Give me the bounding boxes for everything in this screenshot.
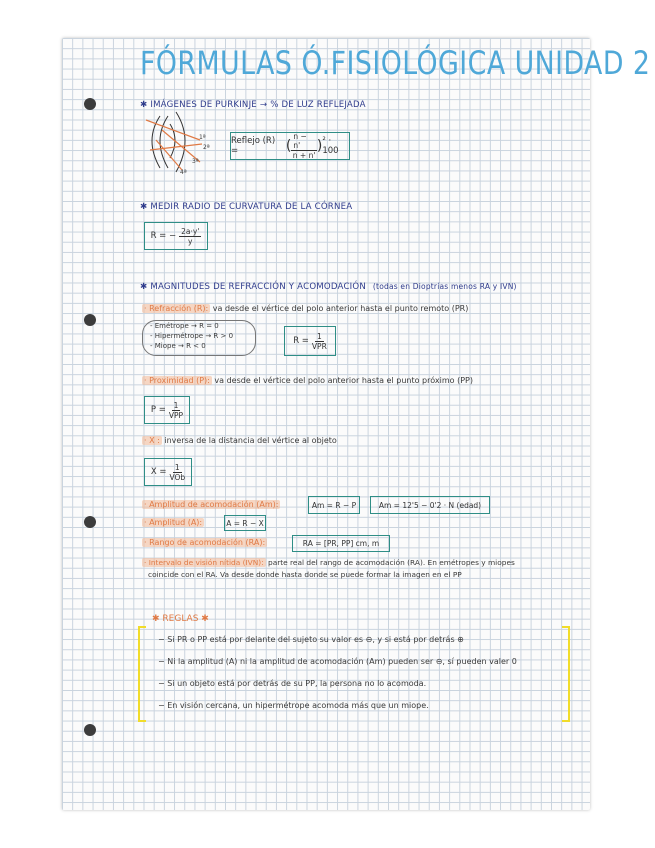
binder-hole xyxy=(84,98,96,110)
reglas-right-bracket xyxy=(562,626,570,722)
proximidad-numerator: 1 xyxy=(173,400,179,410)
purkinje-label-3: 3ª xyxy=(192,158,199,165)
refraccion-case-hipermetrope: - Hipermétrope → R > 0 xyxy=(150,332,234,340)
intervalo-row xyxy=(142,558,515,567)
refraccion-formula-box xyxy=(284,326,336,356)
radio-formula-box xyxy=(144,222,208,250)
x-label: · X : xyxy=(144,436,160,445)
binder-hole xyxy=(84,516,96,528)
x-formula-box xyxy=(144,458,192,486)
amplitud-acomodacion-label-wrap xyxy=(142,500,280,509)
proximidad-formula-box xyxy=(144,396,190,424)
refraccion-row xyxy=(142,304,468,313)
radio-fraction xyxy=(179,227,201,246)
refraccion-label: · Refracción (R): xyxy=(144,304,209,313)
reflejo-formula-prefix: Reflejo (R) = xyxy=(231,136,276,156)
regla-item-1: − Si PR o PP está por delante del sujeto su valor es ⊖, y si está por detrás ⊕ xyxy=(158,635,464,644)
reflejo-suffix: ² · 100 xyxy=(322,136,339,156)
rango-label-wrap xyxy=(142,538,267,547)
purkinje-heading: ✱ IMÁGENES DE PURKINJE → % DE LUZ REFLEJADA xyxy=(140,100,366,110)
amplitud-acomodacion-formula2-box: Am = 12'5 − 0'2 · N (edad) xyxy=(370,496,490,514)
refraccion-formula-prefix: R = xyxy=(293,336,309,346)
amplitud-acomodacion-label: · Amplitud de acomodación (Am): xyxy=(144,500,279,509)
x-numerator: 1 xyxy=(174,462,180,472)
radio-denominator: y xyxy=(188,236,193,246)
proximidad-row xyxy=(142,376,473,385)
x-fraction xyxy=(169,463,185,482)
radio-formula-prefix: R = − xyxy=(150,231,177,241)
reglas-left-bracket xyxy=(138,626,146,722)
radio-heading: ✱ MEDIR RADIO DE CURVATURA DE LA CÓRNEA xyxy=(140,202,353,212)
proximidad-formula-prefix: P = xyxy=(150,405,166,415)
x-text: inversa de la distancia del vértice al objeto xyxy=(164,436,337,445)
refraccion-denominator: VPR xyxy=(311,341,327,351)
x-row xyxy=(142,436,337,445)
purkinje-label-2: 2ª xyxy=(203,144,210,151)
proximidad-denominator: VPP xyxy=(168,410,184,420)
x-denominator: VOb xyxy=(169,472,186,482)
amplitud-label-wrap xyxy=(142,518,204,527)
reflejo-numerator: n − n' xyxy=(291,132,317,151)
amplitud-formula-box: A = R − X xyxy=(224,515,266,531)
regla-item-2: − Ni la amplitud (A) ni la amplitud de acomodación (Am) pueden ser ⊖, sí pueden valer 0 xyxy=(158,657,517,666)
binder-hole xyxy=(84,724,96,736)
amplitud-label: · Amplitud (A): xyxy=(144,518,203,527)
intervalo-label: · Intervalo de visión nítida (IVN): xyxy=(144,558,264,567)
purkinje-label-4: 4ª xyxy=(180,169,187,176)
regla-item-3: − Si un objeto está por detrás de su PP, la persona no lo acomoda. xyxy=(158,679,427,688)
refraccion-case-emetrope: - Emétrope → R = 0 xyxy=(150,322,219,330)
reflejo-formula-box: Reflejo (R) = ( $\frac{n - n'}{n + n'}$ ) ² · 100 xyxy=(230,132,350,160)
notebook-page xyxy=(62,38,651,810)
refraccion-numerator: 1 xyxy=(316,331,322,341)
magnitudes-heading-note: (todas en Dioptrías menos RA y IVN) xyxy=(372,282,517,291)
amplitud-acomodacion-formula1-box: Am = R − P xyxy=(308,496,360,514)
purkinje-eye-sketch xyxy=(142,110,222,176)
regla-item-4: − En visión cercana, un hipermétrope acomoda más que un miope. xyxy=(158,701,429,710)
x-formula-prefix: X = xyxy=(150,467,167,477)
proximidad-label: · Proximidad (P): xyxy=(144,376,210,385)
reglas-heading: ✱ REGLAS ✱ xyxy=(152,614,209,624)
refraccion-case-miope: - Miope → R < 0 xyxy=(150,342,206,350)
proximidad-text: va desde el vértice del polo anterior hasta el punto próximo (PP) xyxy=(214,376,473,385)
page-title: FÓRMULAS Ó.FISIOLÓGICA UNIDAD 2 xyxy=(140,44,651,82)
radio-numerator: 2a·y' xyxy=(181,226,200,236)
magnitudes-heading xyxy=(140,282,517,292)
purkinje-label-1: 1ª xyxy=(199,134,206,141)
reflejo-denominator: n + n' xyxy=(292,151,316,160)
reflejo-fraction xyxy=(291,132,317,160)
refraccion-text: va desde el vértice del polo anterior hasta el punto remoto (PR) xyxy=(212,304,469,313)
intervalo-text-1: parte real del rango de acomodación (RA). En emétropes y miopes xyxy=(268,558,515,567)
rango-formula-box: RA = [PR, PP] cm, m xyxy=(292,535,390,552)
binder-hole xyxy=(84,314,96,326)
rango-label: · Rango de acomodación (RA): xyxy=(144,538,266,547)
proximidad-fraction xyxy=(169,401,183,420)
magnitudes-heading-text: ✱ MAGNITUDES DE REFRACCIÓN Y ACOMODACIÓN xyxy=(140,282,366,292)
intervalo-text-2: coincide con el RA. Va desde donde hasta donde se puede formar la imagen en el PP xyxy=(148,570,462,579)
refraccion-fraction xyxy=(312,332,327,351)
